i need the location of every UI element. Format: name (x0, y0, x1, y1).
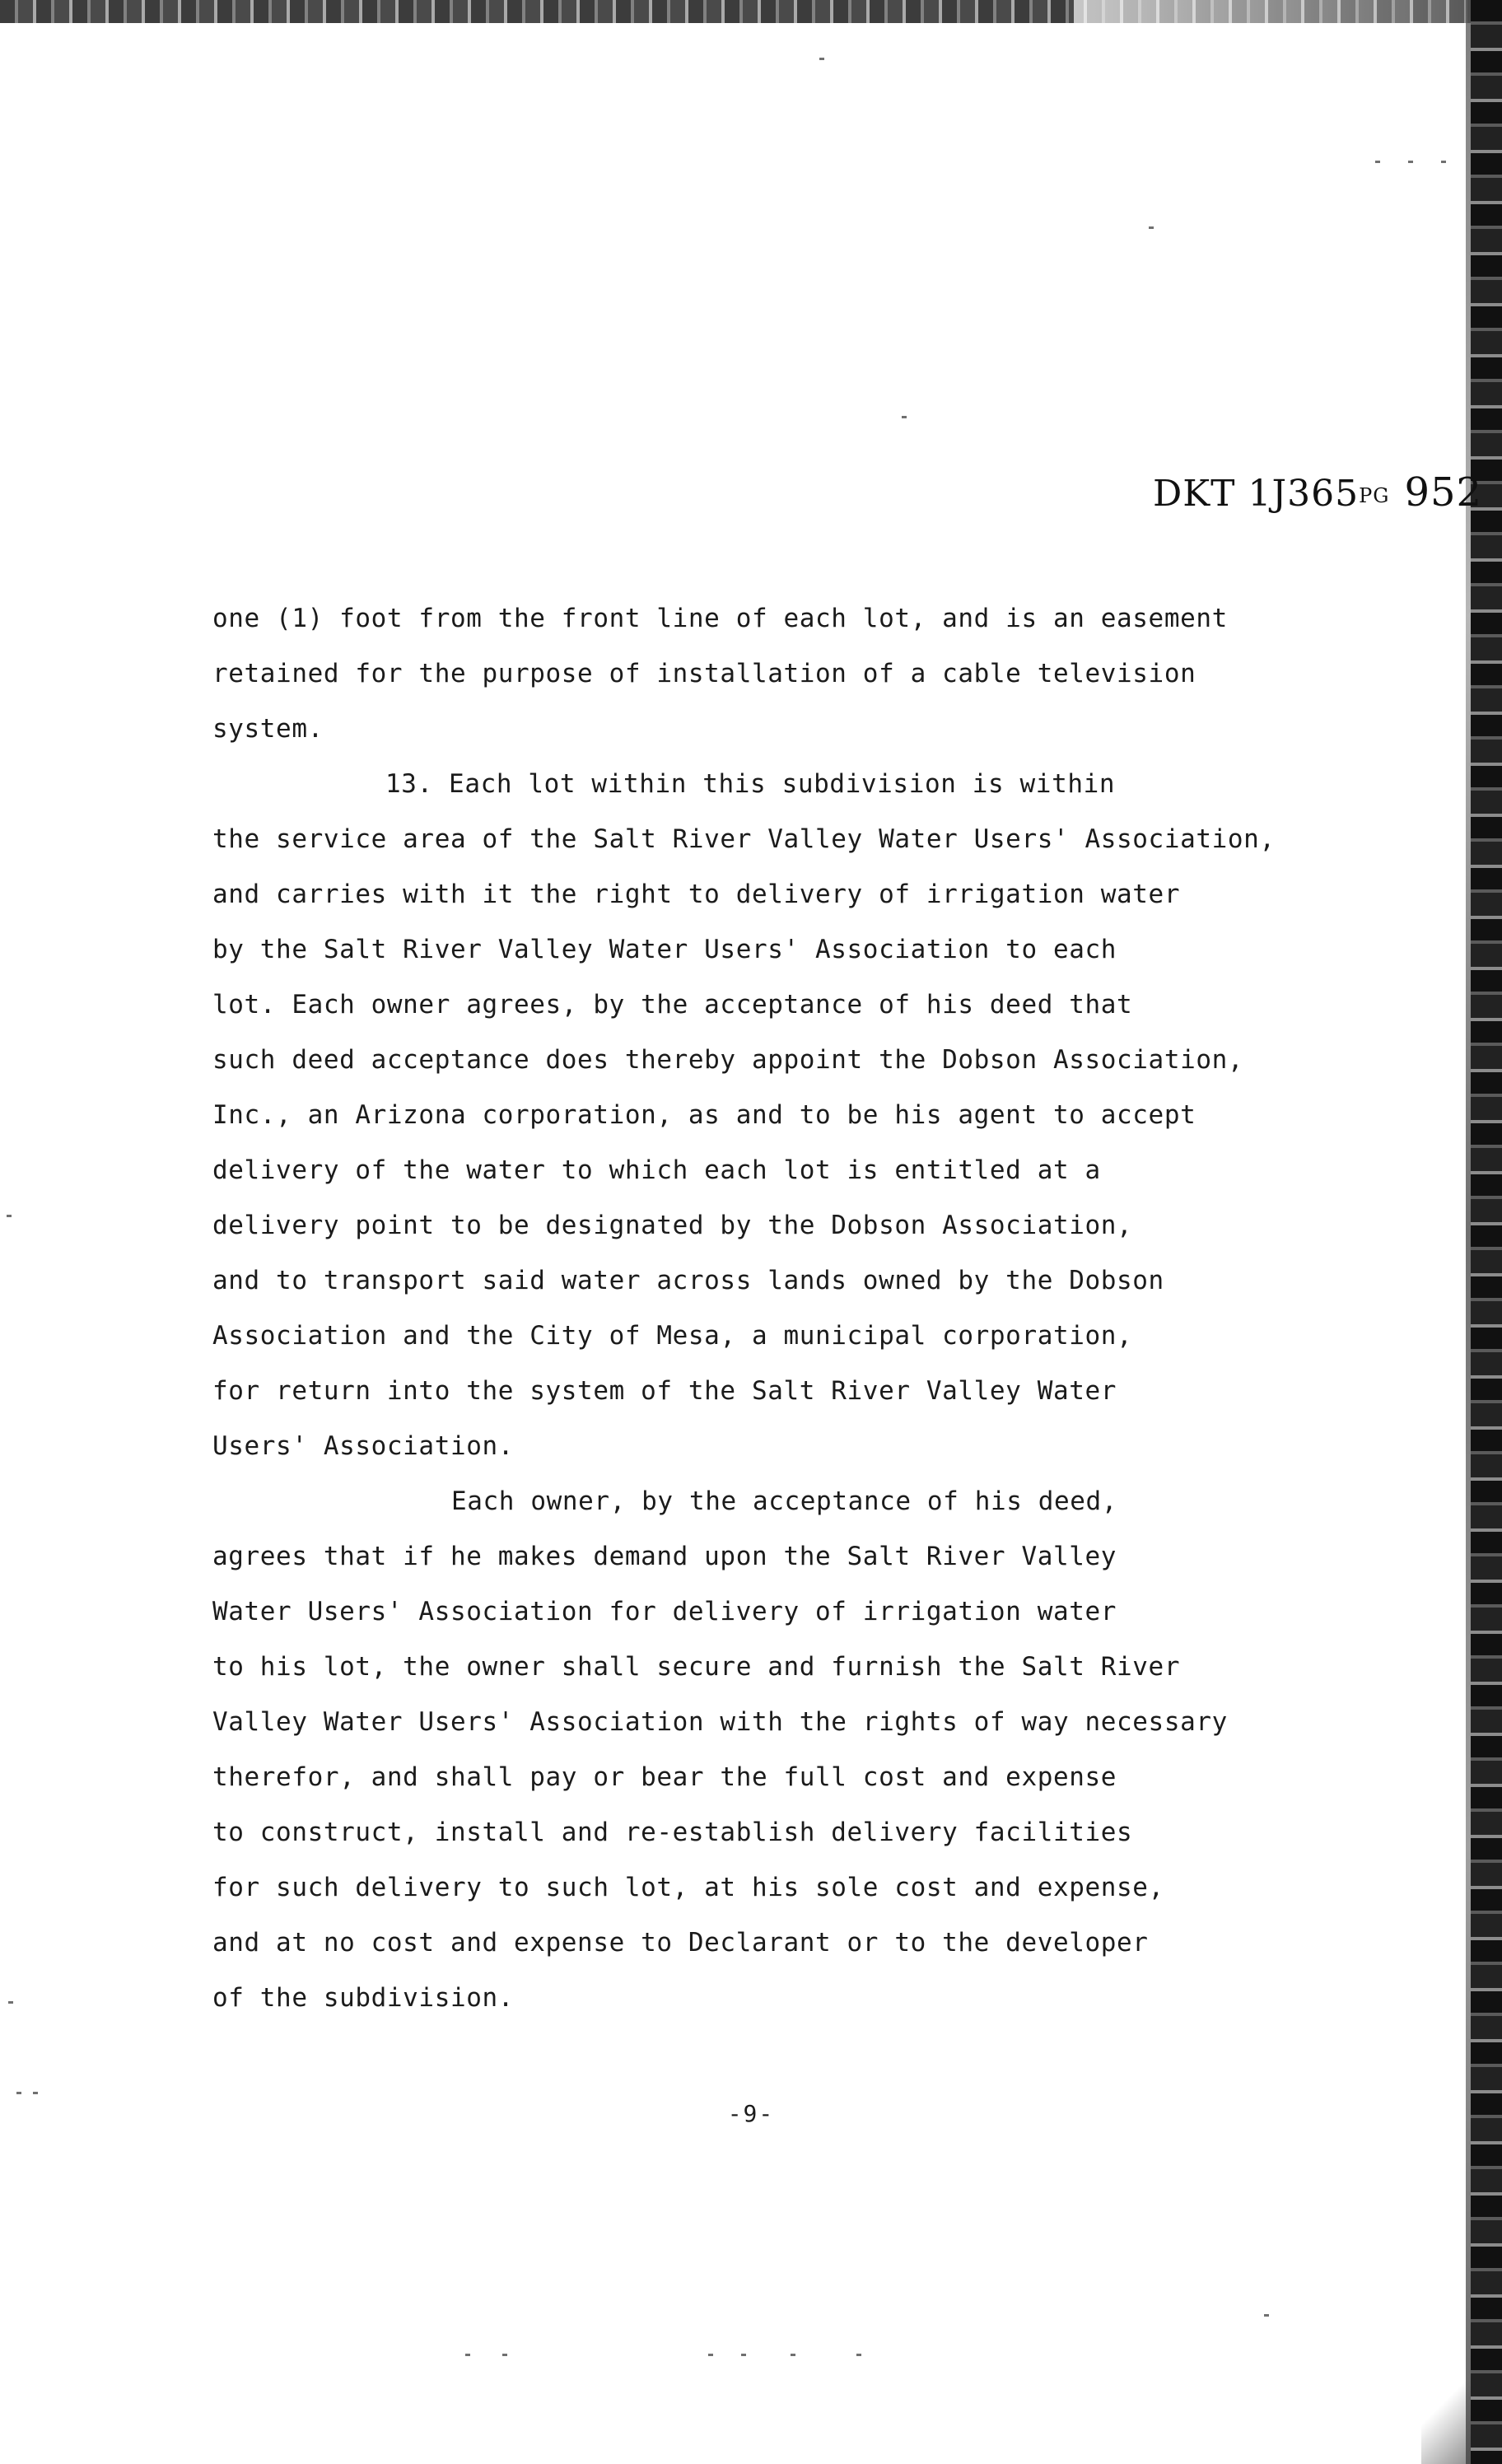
scan-corner-bottom-right (1421, 2365, 1471, 2464)
scan-speck (502, 2354, 507, 2356)
text-line: the service area of the Salt River Valley Water Users' Association, (212, 824, 1276, 854)
text-line: for return into the system of the Salt River Valley Water (212, 1376, 1117, 1406)
scan-speck (8, 2001, 13, 2004)
text-line: therefor, and shall pay or bear the full cost and expense (212, 1762, 1117, 1792)
text-line: and at no cost and expense to Declarant or to the developer (212, 1928, 1149, 1958)
scan-speck (7, 1215, 12, 1217)
scan-speck (465, 2354, 470, 2356)
text-line: Each owner, by the acceptance of his deed, (451, 1486, 1118, 1516)
scan-speck (708, 2354, 713, 2356)
scan-speck (1375, 161, 1380, 163)
text-line: delivery of the water to which each lot is entitled at a (212, 1155, 1101, 1185)
scan-edge-right (1471, 0, 1502, 2464)
text-line: by the Salt River Valley Water Users' Association to each (212, 935, 1117, 964)
scan-speck (16, 2092, 21, 2094)
text-line: 13. Each lot within this subdivision is within (385, 769, 1116, 799)
document-body (212, 591, 1365, 2026)
text-line: to construct, install and re-establish delivery facilities (212, 1818, 1133, 1847)
scan-edge-top (0, 0, 1502, 23)
text-line: Valley Water Users' Association with the rights of way necessary (212, 1707, 1228, 1737)
text-line: retained for the purpose of installation of a cable television (212, 659, 1196, 688)
page-number: -9- (727, 2100, 775, 2127)
pg-label: PG (1359, 484, 1390, 507)
text-line: Water Users' Association for delivery of irrigation water (212, 1597, 1117, 1626)
scan-speck (902, 416, 907, 418)
scan-speck (1441, 161, 1446, 163)
scan-speck (741, 2354, 746, 2356)
text-line: agrees that if he makes demand upon the Salt River Valley (212, 1542, 1117, 1571)
scan-speck (791, 2354, 795, 2356)
text-line: one (1) foot from the front line of each lot, and is an easement (212, 604, 1228, 633)
page-reference-number: 952 (1404, 469, 1483, 516)
text-line: and carries with it the right to delivery of irrigation water (212, 880, 1181, 909)
scan-speck (1264, 2314, 1269, 2317)
text-line: Users' Association. (212, 1431, 515, 1461)
text-line: system. (212, 714, 324, 744)
text-line: lot. Each owner agrees, by the acceptance of his deed that (212, 990, 1133, 1020)
scan-speck (856, 2354, 861, 2356)
text-line: delivery point to be designated by the Dobson Association, (212, 1211, 1133, 1240)
text-line: and to transport said water across lands owned by the Dobson (212, 1266, 1164, 1295)
book-page-reference (1153, 469, 1482, 516)
scan-speck (1149, 226, 1154, 229)
text-line: Association and the City of Mesa, a municipal corporation, (212, 1321, 1133, 1351)
scan-speck (819, 58, 824, 60)
scan-speck (33, 2092, 38, 2094)
text-line: of the subdivision. (212, 1983, 515, 2013)
scan-speck (1408, 161, 1413, 163)
text-line: for such delivery to such lot, at his sole cost and expense, (212, 1873, 1164, 1902)
text-line: to his lot, the owner shall secure and furnish the Salt River (212, 1652, 1181, 1682)
text-line: such deed acceptance does thereby appoint the Dobson Association, (212, 1045, 1244, 1075)
book-reference: DKT 1J365 (1153, 473, 1360, 515)
text-line: Inc., an Arizona corporation, as and to be his agent to accept (212, 1100, 1196, 1130)
